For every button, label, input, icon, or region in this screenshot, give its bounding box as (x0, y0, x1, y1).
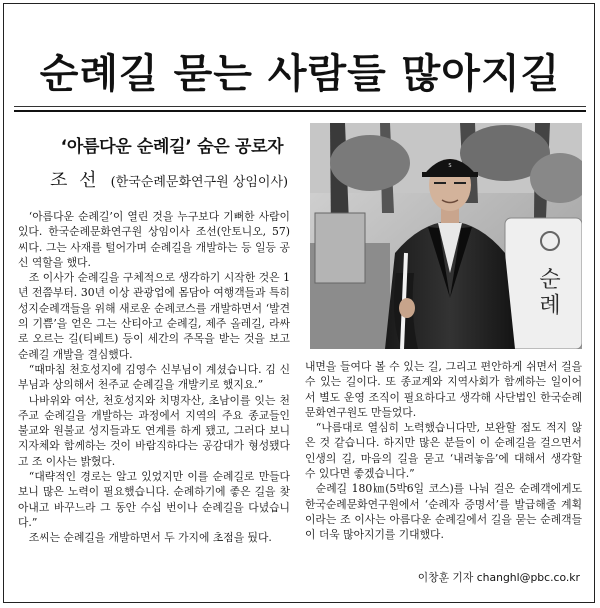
reporter-credit: 이창훈 기자 changhl@pbc.co.kr (417, 571, 580, 584)
paragraph: “때마침 천호성지에 김영수 신부님이 계셨습니다. 김 신부님과 상의해서 천주교 순례길을 개발키로 했지요.” (18, 362, 290, 392)
paragraph: ‘아름다운 순례길’이 열린 것을 누구보다 기뻐한 사람이 있다. 한국순례문화연구원 상임이사 조선(안토니오, 57)씨다. 그는 사재를 털어가며 순례길을 개발하는 등 일등 공신 역할을 했다. (18, 210, 290, 269)
subheadline: ‘아름다운 순례길’ 숨은 공로자 (60, 137, 284, 157)
paragraph: 순례길 180㎞(5박6일 코스)를 나눠 걸은 순례객에게도 한국순례문화연구원에서 ‘순례자 증명서’를 발급해줄 계획이라는 조 이사는 아름다운 순례길에서 길을 묻는 순례객들이 더욱 많아지기를 기대했다. (305, 482, 582, 542)
headline-rule (14, 106, 586, 107)
paragraph: 조 이사가 순례길을 구체적으로 생각하기 시작한 것은 1년 전쯤부터. 30년 이상 관광업에 몸담아 여행객들과 특히 성지순례객들을 위해 새로운 순례코스를 개발하면서 ‘발견의 기쁨’을 얻은 그는 산티아고 순례길, 제주 올레길, 라싸로 오르는 길(티베트) 등이 세간의 주목을 받는 것을 보고 순례길 개발을 결심했다. (18, 271, 290, 361)
sign-text: 순례 (535, 267, 561, 319)
headline-rule-thick (14, 110, 586, 112)
paragraph: “대략적인 경로는 알고 있었지만 이를 순례길로 만들다 보니 많은 노력이 필요했습니다. 순례하기에 좋은 길을 찾아내고 바꾸느라 그 동안 수십 번이나 순례길을 다녔습니다.” (18, 470, 290, 529)
svg-text:S: S (448, 163, 452, 169)
article-body-left (18, 209, 290, 546)
headline: 순례길 묻는 사람들 많아지길 (39, 50, 561, 97)
paragraph: 나바위와 여산, 천호성지와 치명자산, 초남이를 잇는 천주교 순례길을 개발하는 과정에서 지역의 주요 종교들인 불교와 원불교 성지들과도 연계를 하게 됐고, 그러다 보니 지자체와 함께하는 것이 바람직하다는 공감대가 형성됐다고 조 이사는 밝혔다. (18, 393, 290, 468)
person-name: 조 선 (50, 170, 100, 191)
paragraph: 내면을 들여다 볼 수 있는 길, 그리고 편안하게 쉬면서 걸을 수 있는 길이다. 또 종교계와 지역사회가 함께하는 일이어서 별도 운영 조직이 필요하다고 생각해 사단법인 한국순례문화연구원도 만들었다. (305, 360, 582, 419)
person-role: (한국순례문화연구원 상임이사) (110, 175, 289, 190)
paragraph: “나름대로 열심히 노력했습니다만, 보완할 점도 적지 않은 것 같습니다. 하지만 많은 분들이 이 순례길을 걸으면서 인생의 길, 마음의 길을 묻고 ‘내려놓음’에 대해서 생각할 수 있다면 좋겠습니다.” (305, 421, 582, 481)
paragraph: 조씨는 순례길을 개발하면서 두 가지에 초점을 뒀다. (28, 531, 272, 545)
article-body-right (305, 359, 582, 543)
byline (50, 166, 288, 192)
portrait-photo (310, 123, 582, 349)
